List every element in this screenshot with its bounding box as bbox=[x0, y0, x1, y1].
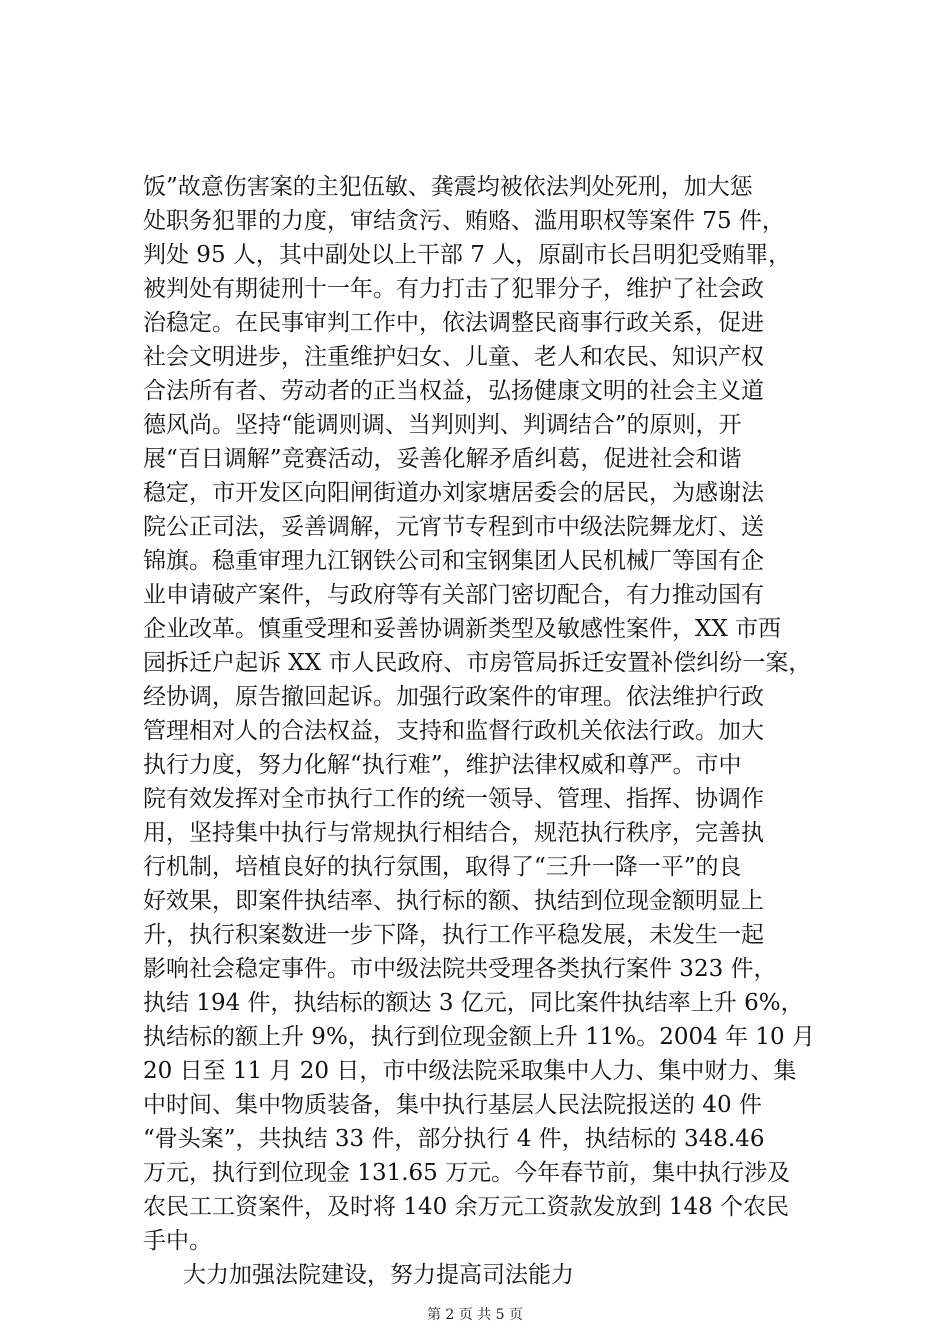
text-line: 好效果，即案件执结率、执行标的额、执结到位现金额明显上 bbox=[143, 888, 764, 914]
text-line: 手中。 bbox=[143, 1228, 212, 1254]
text-line: 执行力度，努力化解“执行难”，维护法律权威和尊严。市中 bbox=[143, 752, 742, 778]
text-line: 农民工工资案件，及时将 140 余万元工资款发放到 148 个农民 bbox=[143, 1194, 790, 1220]
text-line: 20 日至 11 月 20 日，市中级法院采取集中人力、集中财力、集 bbox=[143, 1058, 797, 1084]
text-line: 用，坚持集中执行与常规执行相结合，规范执行秩序，完善执 bbox=[143, 820, 764, 846]
text-line: 影响社会稳定事件。市中级法院共受理各类执行案件 323 件， bbox=[143, 956, 777, 982]
text-line: 展“百日调解”竞赛活动，妥善化解矛盾纠葛，促进社会和谐 bbox=[143, 446, 742, 472]
text-line: 院公正司法，妥善调解，元宵节专程到市中级法院舞龙灯、送 bbox=[143, 514, 764, 540]
section-heading: 大力加强法院建设，努力提高司法能力 bbox=[183, 1262, 574, 1288]
text-line: 被判处有期徒刑十一年。有力打击了犯罪分子，维护了社会政 bbox=[143, 276, 764, 302]
text-line: 行机制，培植良好的执行氛围，取得了“三升一降一平”的良 bbox=[143, 854, 742, 880]
page-footer: 第 2 页 共 5 页 bbox=[426, 1307, 524, 1323]
text-line: 判处 95 人，其中副处以上干部 7 人，原副市长吕明犯受贿罪， bbox=[143, 242, 792, 268]
text-line: 中时间、集中物质装备，集中执行基层人民法院报送的 40 件 bbox=[143, 1092, 762, 1118]
text-line: 业申请破产案件，与政府等有关部门密切配合，有力推动国有 bbox=[143, 582, 764, 608]
document-body bbox=[143, 170, 833, 1292]
text-line: 处职务犯罪的力度，审结贪污、贿赂、滥用职权等案件 75 件， bbox=[143, 208, 785, 234]
text-line: “骨头案”，共执结 33 件，部分执行 4 件，执结标的 348.46 bbox=[143, 1126, 765, 1152]
text-line: 社会文明进步，注重维护妇女、儿童、老人和农民、知识产权 bbox=[143, 344, 764, 370]
text-line: 锦旗。稳重审理九江钢铁公司和宝钢集团人民机械厂等国有企 bbox=[143, 548, 764, 574]
text-line: 德风尚。坚持“能调则调、当判则判、判调结合”的原则，开 bbox=[143, 412, 742, 438]
text-line: 执结 194 件，执结标的额达 3 亿元，同比案件执结率上升 6%， bbox=[143, 990, 804, 1016]
text-line: 园拆迁户起诉 XX 市人民政府、市房管局拆迁安置补偿纠纷一案， bbox=[143, 650, 812, 676]
text-line: 执结标的额上升 9%，执行到位现金额上升 11%。2004 年 10 月 bbox=[143, 1024, 815, 1050]
text-line: 管理相对人的合法权益，支持和监督行政机关依法行政。加大 bbox=[143, 718, 764, 744]
text-line: 升，执行积案数进一步下降，执行工作平稳发展，未发生一起 bbox=[143, 922, 764, 948]
text-line: 饭”故意伤害案的主犯伍敏、龚震均被依法判处死刑，加大惩 bbox=[143, 174, 753, 200]
text-line: 万元，执行到位现金 131.65 万元。今年春节前，集中执行涉及 bbox=[143, 1160, 791, 1186]
text-line: 治稳定。在民事审判工作中，依法调整民商事行政关系，促进 bbox=[143, 310, 764, 336]
text-line: 企业改革。慎重受理和妥善协调新类型及敏感性案件，XX 市西 bbox=[143, 616, 782, 642]
text-line: 院有效发挥对全市执行工作的统一领导、管理、指挥、协调作 bbox=[143, 786, 764, 812]
text-line: 稳定，市开发区向阳闸街道办刘家塘居委会的居民，为感谢法 bbox=[143, 480, 764, 506]
text-line: 合法所有者、劳动者的正当权益，弘扬健康文明的社会主义道 bbox=[143, 378, 764, 404]
text-line: 经协调，原告撤回起诉。加强行政案件的审理。依法维护行政 bbox=[143, 684, 764, 710]
